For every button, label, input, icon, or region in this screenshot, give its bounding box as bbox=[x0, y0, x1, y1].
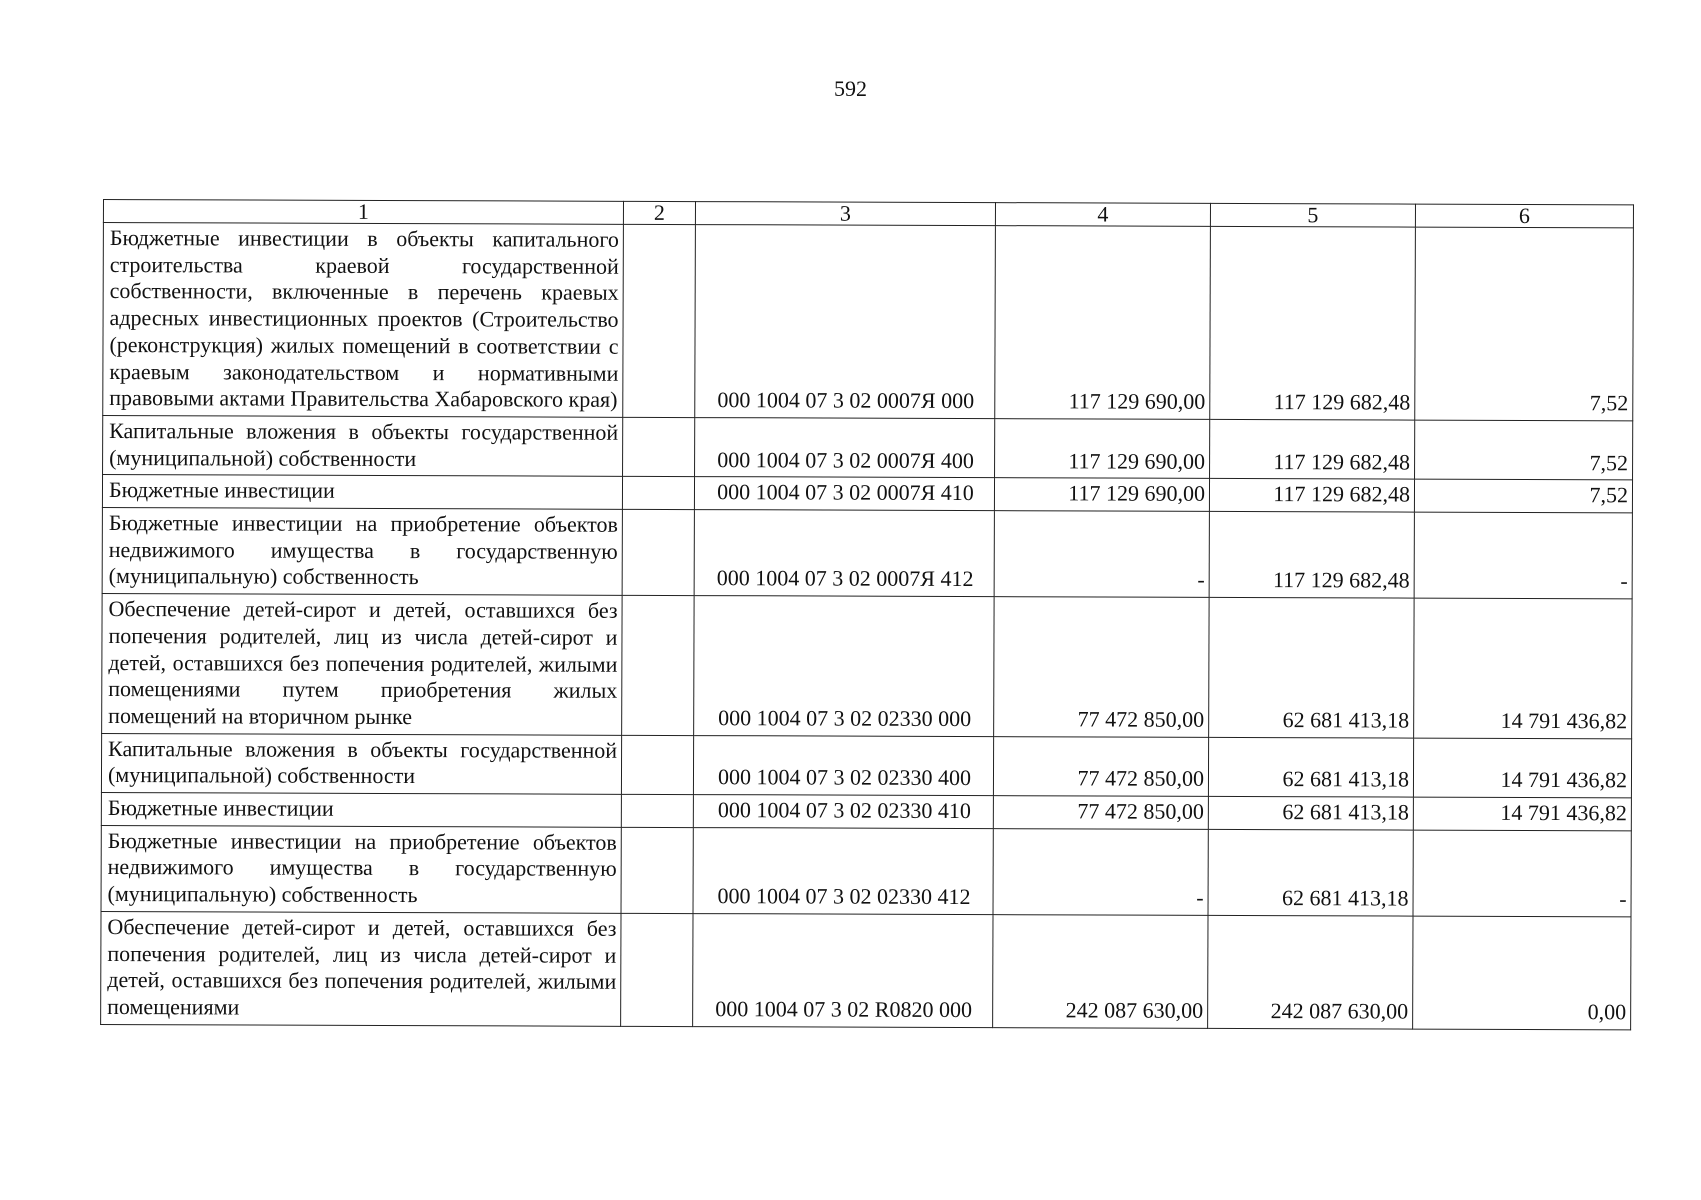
row-col5-amount: 62 681 413,18 bbox=[1209, 598, 1414, 738]
row-budget-code: 000 1004 07 3 02 0007Я 410 bbox=[694, 477, 994, 511]
row-description: Бюджетные инвестиции на приобретение объектов недвижимого имущества в государственную (муниципальную) собственность bbox=[101, 825, 621, 913]
table-row bbox=[101, 793, 1631, 831]
row-description: Капитальные вложения в объекты государственной (муниципальной) собственности bbox=[101, 733, 621, 794]
row-description: Бюджетные инвестиции на приобретение объектов недвижимого имущества в государственную (муниципальную) собственность bbox=[102, 508, 622, 596]
row-col2 bbox=[621, 913, 693, 1026]
row-budget-code: 000 1004 07 3 02 R0820 000 bbox=[693, 913, 993, 1027]
column-header: 1 bbox=[103, 200, 623, 225]
row-col5-amount: 62 681 413,18 bbox=[1208, 796, 1413, 829]
row-col2 bbox=[621, 827, 693, 913]
table-row bbox=[102, 475, 1632, 513]
row-col6-amount: - bbox=[1413, 830, 1631, 917]
row-col6-amount: 7,52 bbox=[1415, 227, 1634, 421]
table-row bbox=[101, 733, 1631, 798]
table-row bbox=[101, 825, 1631, 916]
row-col2 bbox=[622, 595, 694, 735]
table-row bbox=[101, 911, 1631, 1029]
row-description: Бюджетные инвестиции bbox=[102, 475, 622, 510]
table-row bbox=[102, 508, 1632, 599]
row-col5-amount: 242 087 630,00 bbox=[1208, 915, 1413, 1029]
row-description: Бюджетные инвестиции bbox=[101, 793, 621, 828]
row-col2 bbox=[623, 224, 696, 417]
row-col4-amount: 117 129 690,00 bbox=[995, 419, 1210, 479]
row-col6-amount: 14 791 436,82 bbox=[1413, 797, 1631, 830]
row-col2 bbox=[623, 417, 695, 477]
row-col6-amount: 14 791 436,82 bbox=[1414, 598, 1632, 738]
row-col5-amount: 117 129 682,48 bbox=[1209, 511, 1414, 598]
row-col6-amount: 0,00 bbox=[1413, 916, 1631, 1030]
column-header: 6 bbox=[1415, 204, 1633, 228]
row-budget-code: 000 1004 07 3 02 0007Я 412 bbox=[694, 510, 994, 597]
row-col4-amount: 77 472 850,00 bbox=[993, 796, 1208, 829]
row-budget-code: 000 1004 07 3 02 02330 000 bbox=[694, 596, 994, 737]
column-header: 5 bbox=[1210, 203, 1415, 227]
column-header: 3 bbox=[695, 202, 995, 226]
row-description: Бюджетные инвестиции в объекты капитального строительства краевой государственной собственности, включенные в перечень краевых адресных инвестиционных проектов (Строительство (реконструкция) жилых помещений в соответствии с краевым законодательством и нормативными правовыми актами Правительства Хабаровского края) bbox=[103, 223, 624, 418]
row-description: Обеспечение детей-сирот и детей, оставшихся без попечения родителей, лиц из числа детей-сирот и детей, оставшихся без попечения родителей, жилыми помещениями bbox=[101, 911, 621, 1026]
row-col5-amount: 117 129 682,48 bbox=[1209, 479, 1414, 512]
row-budget-code: 000 1004 07 3 02 02330 410 bbox=[693, 795, 993, 829]
row-col2 bbox=[621, 735, 693, 795]
row-col4-amount: - bbox=[994, 511, 1209, 598]
row-col5-amount: 62 681 413,18 bbox=[1208, 829, 1413, 916]
row-budget-code: 000 1004 07 3 02 0007Я 400 bbox=[695, 417, 995, 477]
row-col5-amount: 117 129 682,48 bbox=[1210, 226, 1416, 420]
row-col4-amount: 117 129 690,00 bbox=[994, 478, 1209, 511]
row-col6-amount: - bbox=[1414, 512, 1632, 599]
row-col6-amount: 7,52 bbox=[1415, 420, 1633, 480]
row-budget-code: 000 1004 07 3 02 02330 412 bbox=[693, 827, 993, 914]
table-row bbox=[103, 223, 1634, 421]
row-budget-code: 000 1004 07 3 02 02330 400 bbox=[693, 735, 993, 795]
row-col2 bbox=[622, 509, 694, 595]
page-number: 592 bbox=[834, 76, 867, 101]
row-col5-amount: 117 129 682,48 bbox=[1210, 419, 1415, 479]
row-col4-amount: - bbox=[993, 828, 1208, 915]
row-col2 bbox=[622, 477, 694, 510]
row-col2 bbox=[621, 794, 693, 827]
table-row bbox=[103, 415, 1633, 480]
row-description: Капитальные вложения в объекты государственной (муниципальной) собственности bbox=[103, 415, 623, 476]
row-col4-amount: 242 087 630,00 bbox=[993, 914, 1208, 1028]
column-header: 4 bbox=[995, 203, 1210, 227]
row-col4-amount: 77 472 850,00 bbox=[993, 736, 1208, 796]
row-col5-amount: 62 681 413,18 bbox=[1208, 737, 1413, 797]
column-header: 2 bbox=[623, 201, 695, 224]
row-col4-amount: 117 129 690,00 bbox=[995, 226, 1211, 420]
row-budget-code: 000 1004 07 3 02 0007Я 000 bbox=[695, 225, 996, 419]
budget-table bbox=[100, 199, 1634, 1030]
row-col6-amount: 7,52 bbox=[1414, 479, 1632, 512]
row-col4-amount: 77 472 850,00 bbox=[994, 597, 1209, 737]
table-row bbox=[102, 594, 1632, 739]
row-col6-amount: 14 791 436,82 bbox=[1413, 738, 1631, 798]
row-description: Обеспечение детей-сирот и детей, оставшихся без попечения родителей, лиц из числа детей-сирот и детей, оставшихся без попечения родителей, жилыми помещениями путем приобретения жилых помещений на вторичном рынке bbox=[102, 594, 622, 735]
